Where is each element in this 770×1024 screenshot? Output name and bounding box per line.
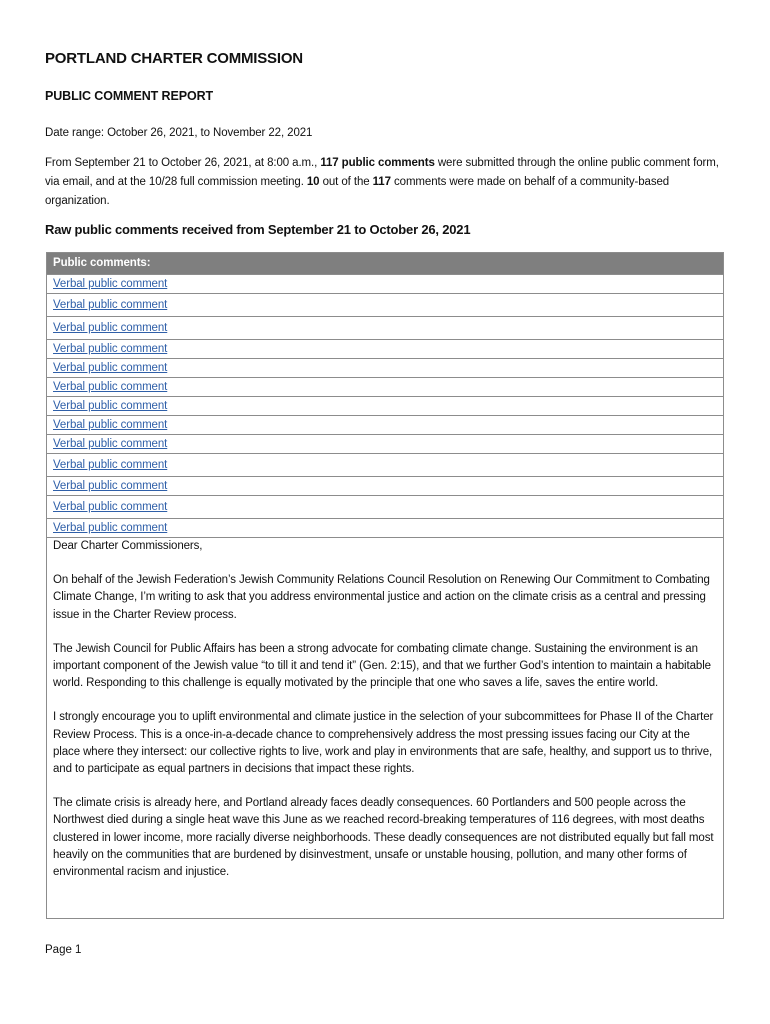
verbal-comment-link[interactable]: Verbal public comment [53,480,168,492]
intro-count: 117 public comments [320,157,435,169]
intro-total: 117 [372,176,391,188]
table-header-row [47,253,724,275]
letter-paragraph: The Jewish Council for Public Affairs has been a strong advocate for combating climate change. Sustaining the environment is an important component of the Jewish value “to till it and tend it” (Gen. 2:15), and that we further God’s intention to maintain a habitable world. Responding to this challenge is equally motivated by the principle that one who saves a life, saves the entire world. [53,642,711,690]
letter-paragraph: On behalf of the Jewish Federation’s Jewish Community Relations Council Resolution on Renewing Our Commitment to Combating Climate Change, I’m writing to ask that you address environmental justice and action on the climate crisis as a central and pressing issue in the Charter Review process. [53,574,710,621]
table-row [47,275,724,294]
table-cell [47,275,724,294]
org-title: PORTLAND CHARTER COMMISSION [45,50,303,67]
verbal-comment-link[interactable]: Verbal public comment [53,459,168,471]
table-cell [47,359,724,378]
table-cell [47,496,724,519]
table-row [47,519,724,538]
table-cell [47,294,724,317]
verbal-comment-link[interactable]: Verbal public comment [53,400,168,412]
letter-salutation: Dear Charter Commissioners, [53,540,203,552]
table-row [47,294,724,317]
table-cell [47,477,724,496]
letter-comment-cell [47,538,724,919]
section-heading: Raw public comments received from September 21 to October 26, 2021 [45,222,471,237]
table-row [47,340,724,359]
verbal-comment-link[interactable]: Verbal public comment [53,438,168,450]
table-row [47,416,724,435]
table-row [47,477,724,496]
table-cell [47,397,724,416]
intro-text: were submitted through the online public comment form, via email, and at the 10/28 full commission meeting. [45,157,719,188]
verbal-comment-link[interactable]: Verbal public comment [53,501,168,513]
table-row [47,435,724,454]
table-row [47,317,724,340]
report-title: PUBLIC COMMENT REPORT [45,89,214,103]
page-number: Page 1 [45,944,82,956]
table-cell [47,435,724,454]
verbal-comment-link[interactable]: Verbal public comment [53,299,168,311]
table-row [47,397,724,416]
table-cell [47,317,724,340]
table-cell [47,454,724,477]
table-row [47,378,724,397]
table-row [47,538,724,919]
intro-paragraph [45,154,725,211]
table-row [47,359,724,378]
public-comments-table [46,252,724,919]
verbal-comment-link[interactable]: Verbal public comment [53,362,168,374]
letter-paragraph: The climate crisis is already here, and Portland already faces deadly consequences. 60 Portlanders and 500 people across the Northwest died during a single heat wave this June as we reached record-breaking temperatures of 116 degrees, with most deaths clustered in lower income, more racially diverse neighborhoods. These deadly consequences are not distributed equally but fall most heavily on the communities that are burdened by disinvestment, unsafe or unstable housing, pollution, and many other forms of environmental racism and injustice. [53,797,714,879]
verbal-comment-link[interactable]: Verbal public comment [53,522,168,534]
intro-text: From September 21 to October 26, 2021, at 8:00 a.m., [45,157,321,169]
intro-text: out of the [319,176,373,188]
table-cell [47,416,724,435]
verbal-comment-link[interactable]: Verbal public comment [53,381,168,393]
verbal-comment-link[interactable]: Verbal public comment [53,343,168,355]
verbal-comment-link[interactable]: Verbal public comment [53,419,168,431]
table-header: Public comments: [47,253,724,275]
verbal-comment-link[interactable]: Verbal public comment [53,322,168,334]
table-cell [47,340,724,359]
date-range: Date range: October 26, 2021, to November 22, 2021 [45,127,313,139]
letter-paragraph: I strongly encourage you to uplift environmental and climate justice in the selection of your subcommittees for Phase II of the Charter Review Process. This is a once-in-a-decade chance to comprehensively address the most pressing issues facing our City at the place where they intersect: our collective rights to live, work and play in environments that are safe, healthy, and support us to thrive, and to participate as equal partners in decisions that impact these rights. [53,711,714,776]
table-cell [47,519,724,538]
table-row [47,496,724,519]
table-row [47,454,724,477]
table-cell [47,378,724,397]
verbal-comment-link[interactable]: Verbal public comment [53,278,168,290]
intro-org-count: 10 [306,176,320,188]
intro-text: comments were made on behalf of a community-based organization. [45,176,670,207]
